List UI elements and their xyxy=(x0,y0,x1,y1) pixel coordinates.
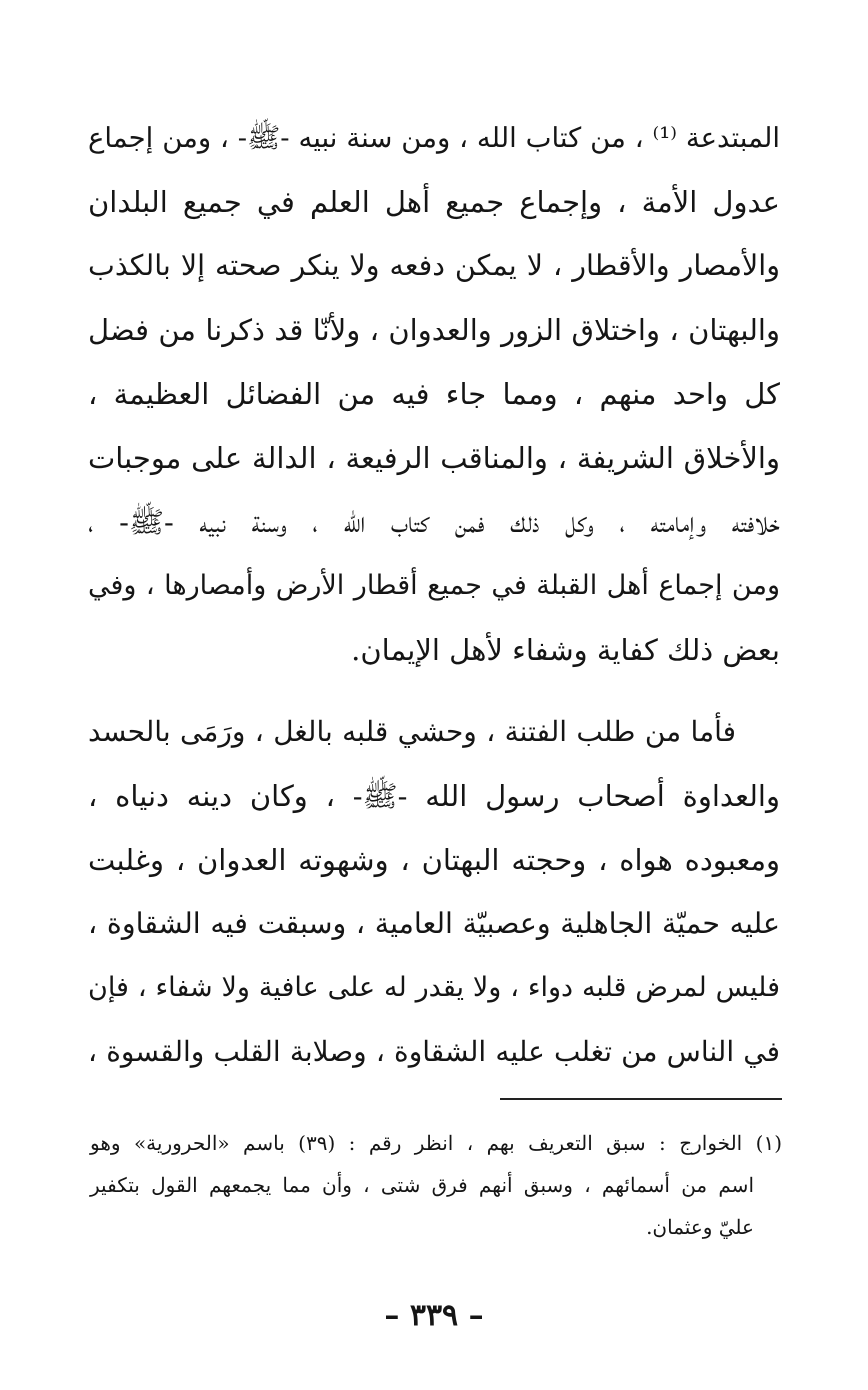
page-number: – ٣٣٩ – xyxy=(384,1298,484,1333)
main-text xyxy=(88,106,780,1084)
text-line: المبتدعة ⁽¹⁾ ، من كتاب الله ، ومن سنة نبيه -ﷺ- ، ومن إجماع xyxy=(88,122,780,154)
paragraph-gap xyxy=(88,682,780,700)
text-line: كل واحد منهم ، ومما جاء فيه من الفضائل العظيمة ، xyxy=(88,377,780,411)
text-line: والبهتان ، واختلاق الزور والعدوان ، ولأنّا قد ذكرنا من فضل xyxy=(88,313,780,347)
text-line: خلافته وإمامته ، وكل ذلك فمن كتاب الله ، وسنة نبيه -ﷺ- ، xyxy=(88,505,780,539)
text-line: ومعبوده هواه ، وحجته البهتان ، وشهوته العدوان ، وغلبت xyxy=(88,843,780,877)
footnote-line: اسم من أسمائهم ، وسبق أنهم فرق شتى ، وأن مما يجمعهم القول بتكفير xyxy=(90,1173,754,1197)
text-line: عليه حميّة الجاهلية وعصبيّة العامية ، وسبقت فيه الشقاوة ، xyxy=(88,907,780,940)
text-line: والأمصار والأقطار ، لا يمكن دفعه ولا ينكر صحته إلا بالكذب xyxy=(88,249,780,282)
text-line: والأخلاق الشريفة ، والمناقب الرفيعة ، الدالة على موجبات xyxy=(88,441,780,475)
text-line: والعداوة أصحاب رسول الله -ﷺ- ، وكان دينه دنياه ، xyxy=(88,779,780,813)
footnote-line: (١) الخوارج : سبق التعريف بهم ، انظر رقم : (٣٩) باسم «الحرورية» وهو xyxy=(90,1131,782,1155)
footnote-line: عليّ وعثمان. xyxy=(646,1215,754,1239)
footnotes xyxy=(90,1122,782,1248)
footnote-divider xyxy=(500,1098,782,1100)
text-line: فأما من طلب الفتنة ، وحشي قلبه بالغل ، ورَمَى بالحسد xyxy=(88,715,736,748)
text-line: فليس لمرض قلبه دواء ، ولا يقدر له على عافية ولا شفاء ، فإن xyxy=(88,972,780,1003)
text-line: ومن إجماع أهل القبلة في جميع أقطار الأرض وأمصارها ، وفي xyxy=(88,570,780,601)
text-line: عدول الأمة ، وإجماع جميع أهل العلم في جميع البلدان xyxy=(88,185,780,219)
text-line: بعض ذلك كفاية وشفاء لأهل الإيمان. xyxy=(351,633,780,667)
text-line: في الناس من تغلب عليه الشقاوة ، وصلابة القلب والقسوة ، xyxy=(88,1035,780,1068)
